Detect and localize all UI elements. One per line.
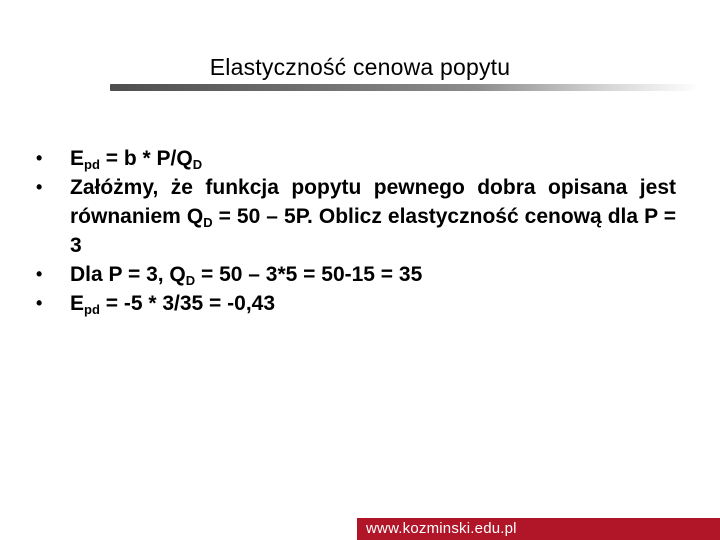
bullet-text: = b * P/Q [99,147,193,170]
bullet-text: = 50 – 3*5 = 50-15 = 35 [195,263,423,286]
bullet-subscript: D [203,215,213,230]
bullet-subscript: D [192,157,203,172]
slide-title: Elastyczność cenowa popytu [209,54,511,80]
bullet-icon: • [36,177,43,197]
bullet-subscript: pd [84,157,100,172]
bullet-text: = -5 * 3/35 = -0,43 [99,292,276,315]
footer-bar [357,518,720,540]
bullet-item-quantity [36,260,676,289]
bullet-icon: • [36,264,43,284]
bullet-item-result [36,289,676,318]
bullet-icon: • [36,148,43,168]
bullet-text: E [70,292,85,315]
bullet-list [36,144,676,318]
title-underline [110,84,700,91]
bullet-icon: • [36,293,43,313]
bullet-text: Załóżmy, że funkcja popytu pewnego dobra opisana jest równaniem Q [70,176,676,228]
bullet-item-formula [36,144,676,173]
bullet-text: = 50 – 5P. Oblicz elastyczność cenową dla P = 3 [70,205,676,257]
bullet-item-task [36,173,676,260]
bullet-text: E [70,147,85,170]
bullet-subscript: pd [84,302,100,317]
footer-url-link[interactable]: www.kozminski.edu.pl [366,520,517,537]
bullet-text: Dla P = 3, Q [70,263,186,286]
bullet-subscript: D [185,273,196,288]
